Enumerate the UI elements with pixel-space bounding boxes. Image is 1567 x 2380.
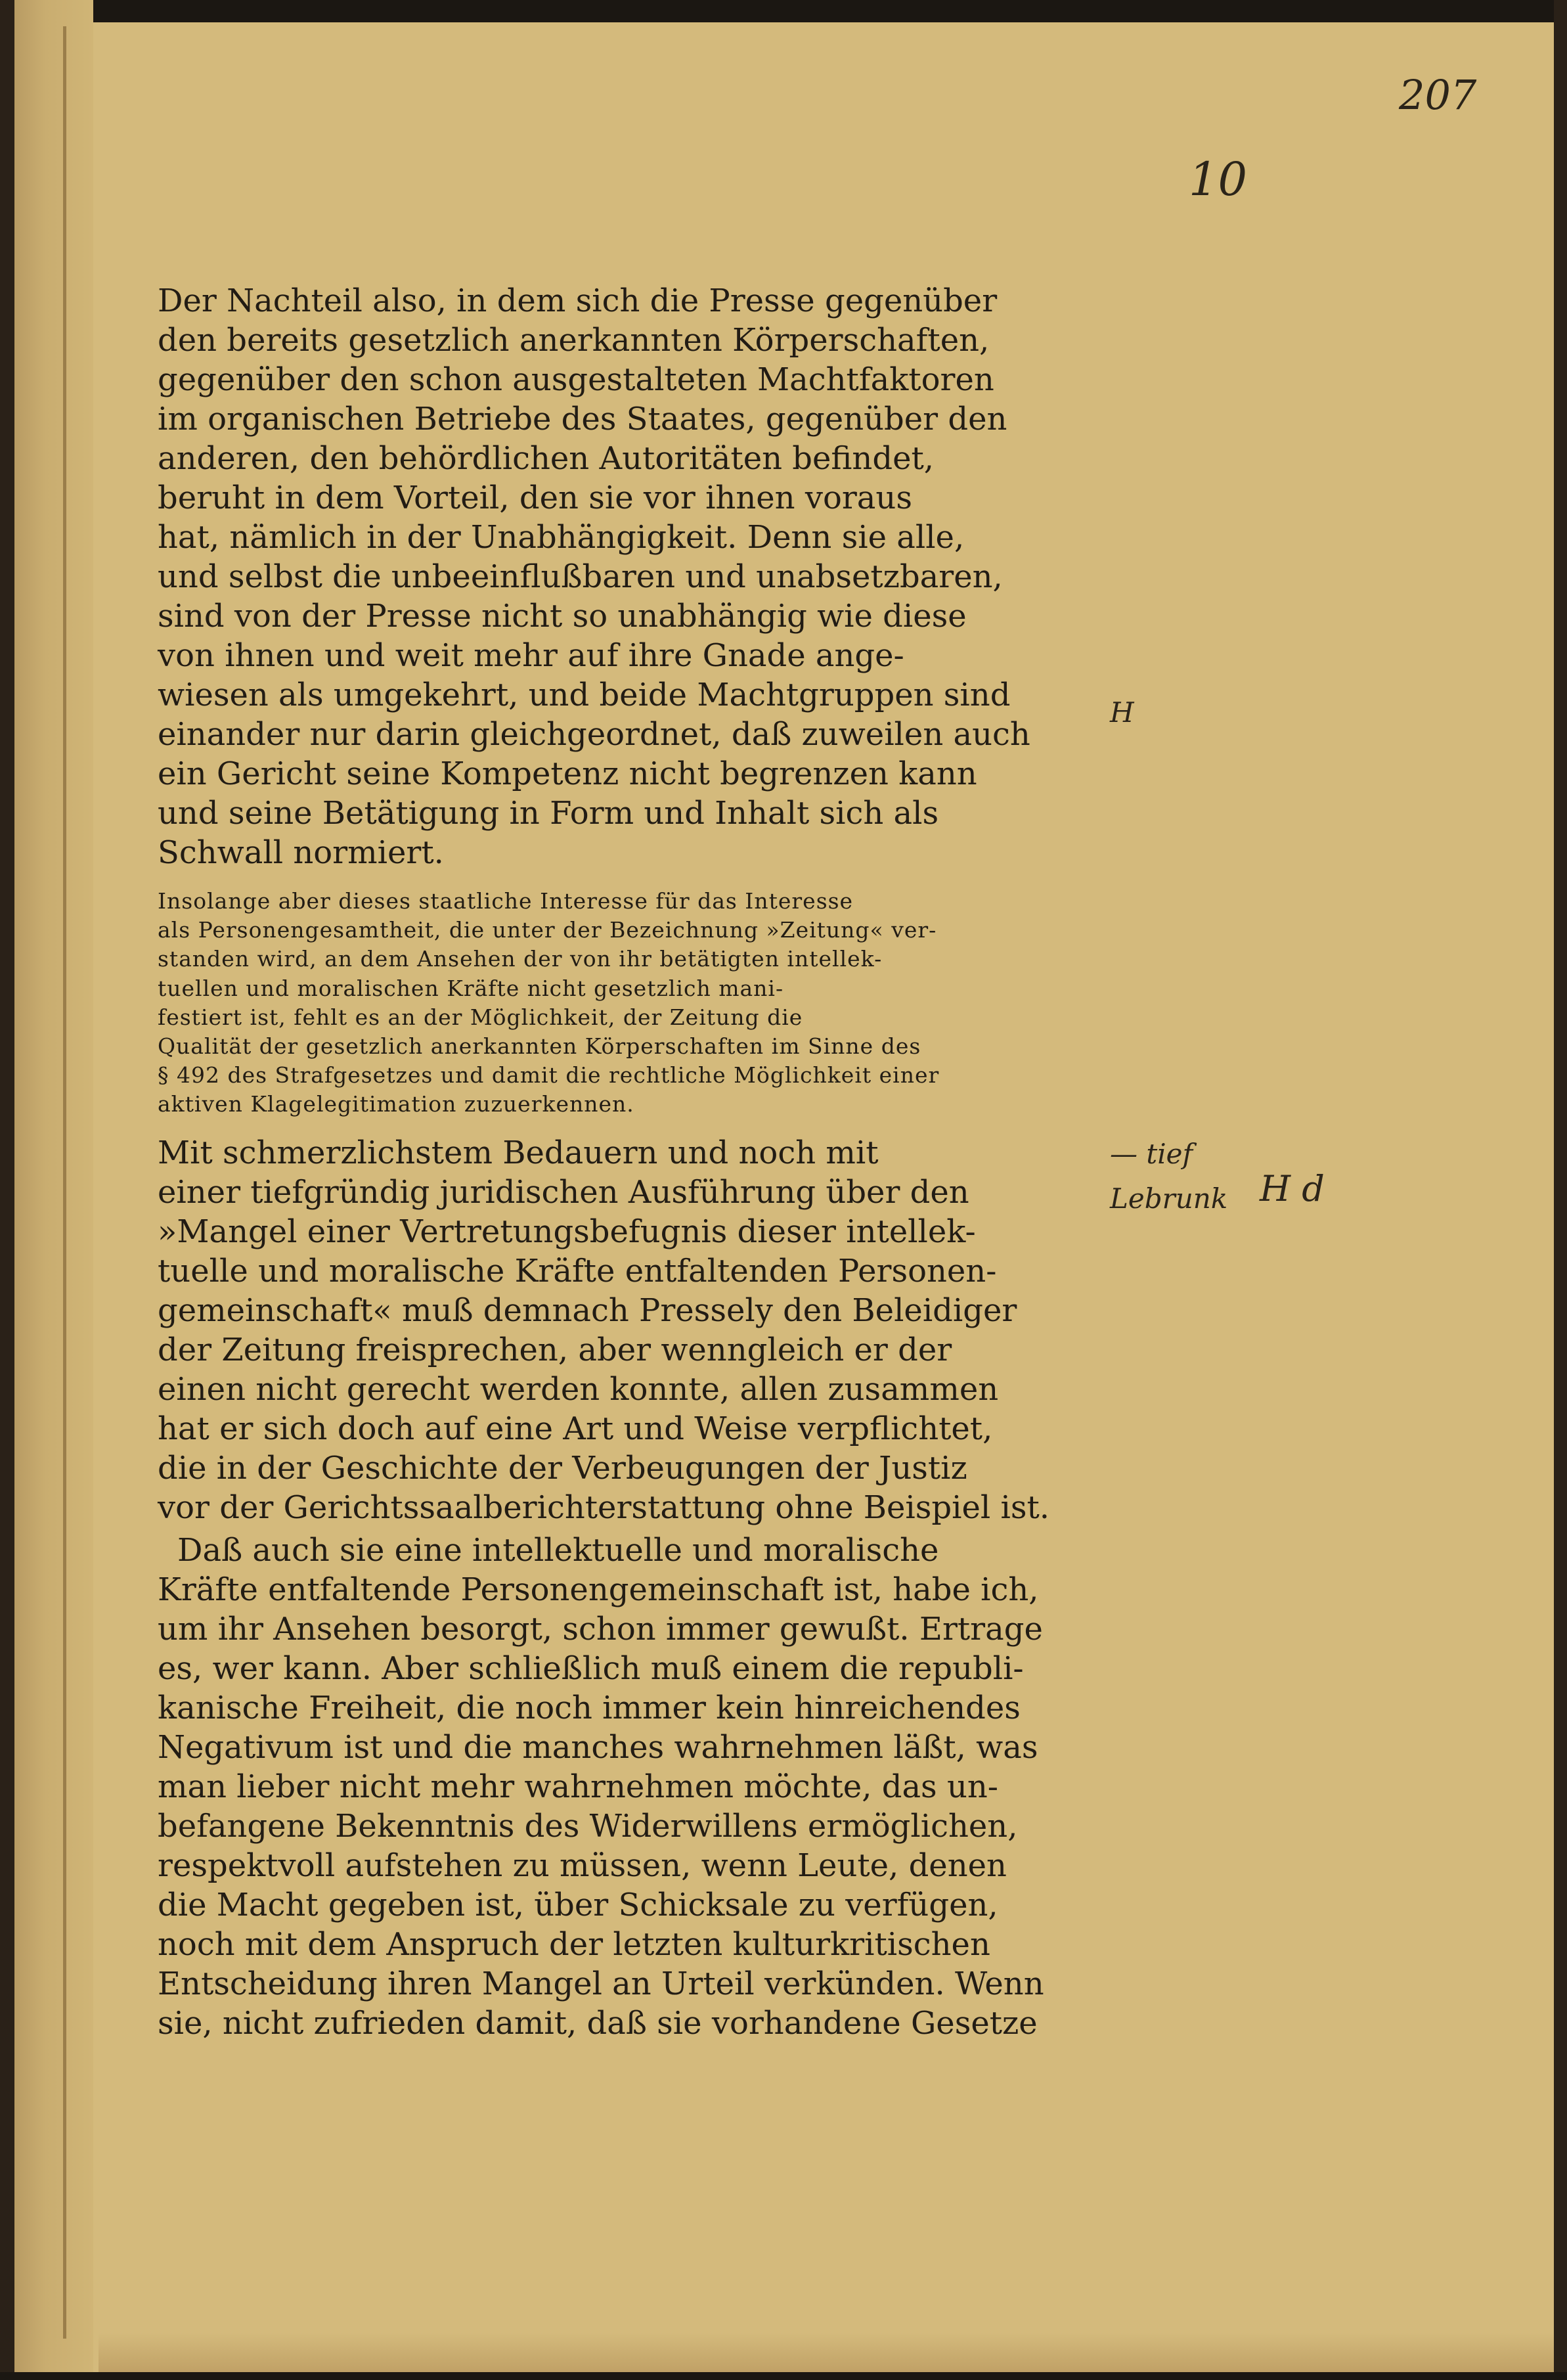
text-line: respektvoll aufstehen zu müssen, wenn Leute, denen xyxy=(158,1847,1007,1884)
text-line: einer tiefgründig juridischen Ausführung über den xyxy=(158,1174,969,1211)
margin-note: — tief xyxy=(1110,1138,1193,1170)
text-line: gemeinschaft« muß demnach Pressely den Beleidiger xyxy=(158,1292,1017,1329)
quote-line: Insolange aber dieses staatliche Interesse für das Interesse xyxy=(158,888,854,914)
margin-note: H xyxy=(1110,696,1134,729)
text-line: es, wer kann. Aber schließlich muß einem die republi- xyxy=(158,1650,1024,1687)
quote-line: standen wird, an dem Ansehen der von ihr betätigten intellek- xyxy=(158,946,883,972)
quote-line: § 492 des Strafgesetzes und damit die rechtliche Möglichkeit einer xyxy=(158,1062,940,1089)
quote-line: aktiven Klagelegitimation zuzuerkennen. xyxy=(158,1091,634,1117)
scan-border-top xyxy=(0,0,1567,22)
text-line: die in der Geschichte der Verbeugungen der Justiz xyxy=(158,1450,967,1487)
handwritten-section-number: 10 xyxy=(1189,152,1248,206)
text-line: der Zeitung freisprechen, aber wenngleich er der xyxy=(158,1332,952,1368)
text-line: hat, nämlich in der Unabhängigkeit. Denn sie alle, xyxy=(158,519,965,556)
text-line: Daß auch sie eine intellektuelle und moralische xyxy=(177,1532,939,1569)
paragraph-1 xyxy=(158,281,1030,872)
text-line: »Mangel einer Vertretungsbefugnis dieser intellek- xyxy=(158,1213,976,1250)
paragraph-2 xyxy=(158,1133,1049,1527)
text-line: einen nicht gerecht werden konnte, allen zusammen xyxy=(158,1371,999,1408)
scan-border-left xyxy=(0,0,14,2380)
text-line: die Macht gegeben ist, über Schicksale zu verfügen, xyxy=(158,1887,998,1923)
quote-line: festiert ist, fehlt es an der Möglichkeit, der Zeitung die xyxy=(158,1004,803,1030)
text-line: sie, nicht zufrieden damit, daß sie vorhandene Gesetze xyxy=(158,2005,1038,2042)
text-line: hat er sich doch auf eine Art und Weise verpflichtet, xyxy=(158,1410,993,1447)
text-line: von ihnen und weit mehr auf ihre Gnade ange- xyxy=(158,637,904,674)
paragraph-3 xyxy=(158,1531,1044,2043)
text-line: sind von der Presse nicht so unabhängig wie diese xyxy=(158,598,967,635)
text-line: Entscheidung ihren Mangel an Urteil verkünden. Wenn xyxy=(158,1965,1044,2002)
binding-gutter xyxy=(14,0,93,2380)
text-line: Mit schmerzlichstem Bedauern und noch mit xyxy=(158,1134,879,1171)
scan-border-bottom xyxy=(0,2372,1567,2380)
text-line: im organischen Betriebe des Staates, gegenüber den xyxy=(158,401,1007,438)
text-line: ein Gericht seine Kompetenz nicht begrenzen kann xyxy=(158,755,977,792)
text-line: wiesen als umgekehrt, und beide Machtgruppen sind xyxy=(158,677,1011,713)
text-line: gegenüber den schon ausgestalteten Machtfaktoren xyxy=(158,361,994,398)
text-line: Schwall normiert. xyxy=(158,834,444,871)
text-line: Kräfte entfaltende Personengemeinschaft ist, habe ich, xyxy=(158,1571,1039,1608)
margin-note: H d xyxy=(1260,1168,1325,1209)
text-line: und selbst die unbeeinflußbaren und unabsetzbaren, xyxy=(158,558,1003,595)
scan-border-right xyxy=(1554,0,1567,2380)
text-line: um ihr Ansehen besorgt, schon immer gewußt. Ertrage xyxy=(158,1611,1043,1648)
text-line: Der Nachteil also, in dem sich die Presse gegenüber xyxy=(158,282,998,319)
text-line: tuelle und moralische Kräfte entfaltenden Personen- xyxy=(158,1253,997,1290)
text-line: einander nur darin gleichgeordnet, daß zuweilen auch xyxy=(158,716,1030,753)
text-line: Negativum ist und die manches wahrnehmen läßt, was xyxy=(158,1729,1038,1766)
block-quote xyxy=(158,887,939,1119)
text-line: den bereits gesetzlich anerkannten Körperschaften, xyxy=(158,322,990,359)
margin-note: Lebrunk xyxy=(1110,1182,1228,1215)
text-line: kanische Freiheit, die noch immer kein hinreichendes xyxy=(158,1690,1021,1726)
text-line: und seine Betätigung in Form und Inhalt sich als xyxy=(158,795,939,832)
quote-line: als Personengesamtheit, die unter der Bezeichnung »Zeitung« ver- xyxy=(158,917,937,943)
text-line: vor der Gerichtssaalberichterstattung ohne Beispiel ist. xyxy=(158,1489,1050,1526)
text-line: beruht in dem Vorteil, den sie vor ihnen voraus xyxy=(158,480,912,516)
text-line: befangene Bekenntnis des Widerwillens ermöglichen, xyxy=(158,1808,1018,1845)
quote-line: tuellen und moralischen Kräfte nicht gesetzlich mani- xyxy=(158,975,784,1001)
text-line: man lieber nicht mehr wahrnehmen möchte, das un- xyxy=(158,1768,998,1805)
text-line: anderen, den behördlichen Autoritäten befindet, xyxy=(158,440,935,477)
text-line: noch mit dem Anspruch der letzten kulturkritischen xyxy=(158,1926,990,1963)
binding-fold xyxy=(63,26,66,2339)
handwritten-page-number: 207 xyxy=(1399,71,1477,119)
page-bottom-edge xyxy=(99,2333,1554,2372)
quote-line: Qualität der gesetzlich anerkannten Körperschaften im Sinne des xyxy=(158,1033,921,1060)
